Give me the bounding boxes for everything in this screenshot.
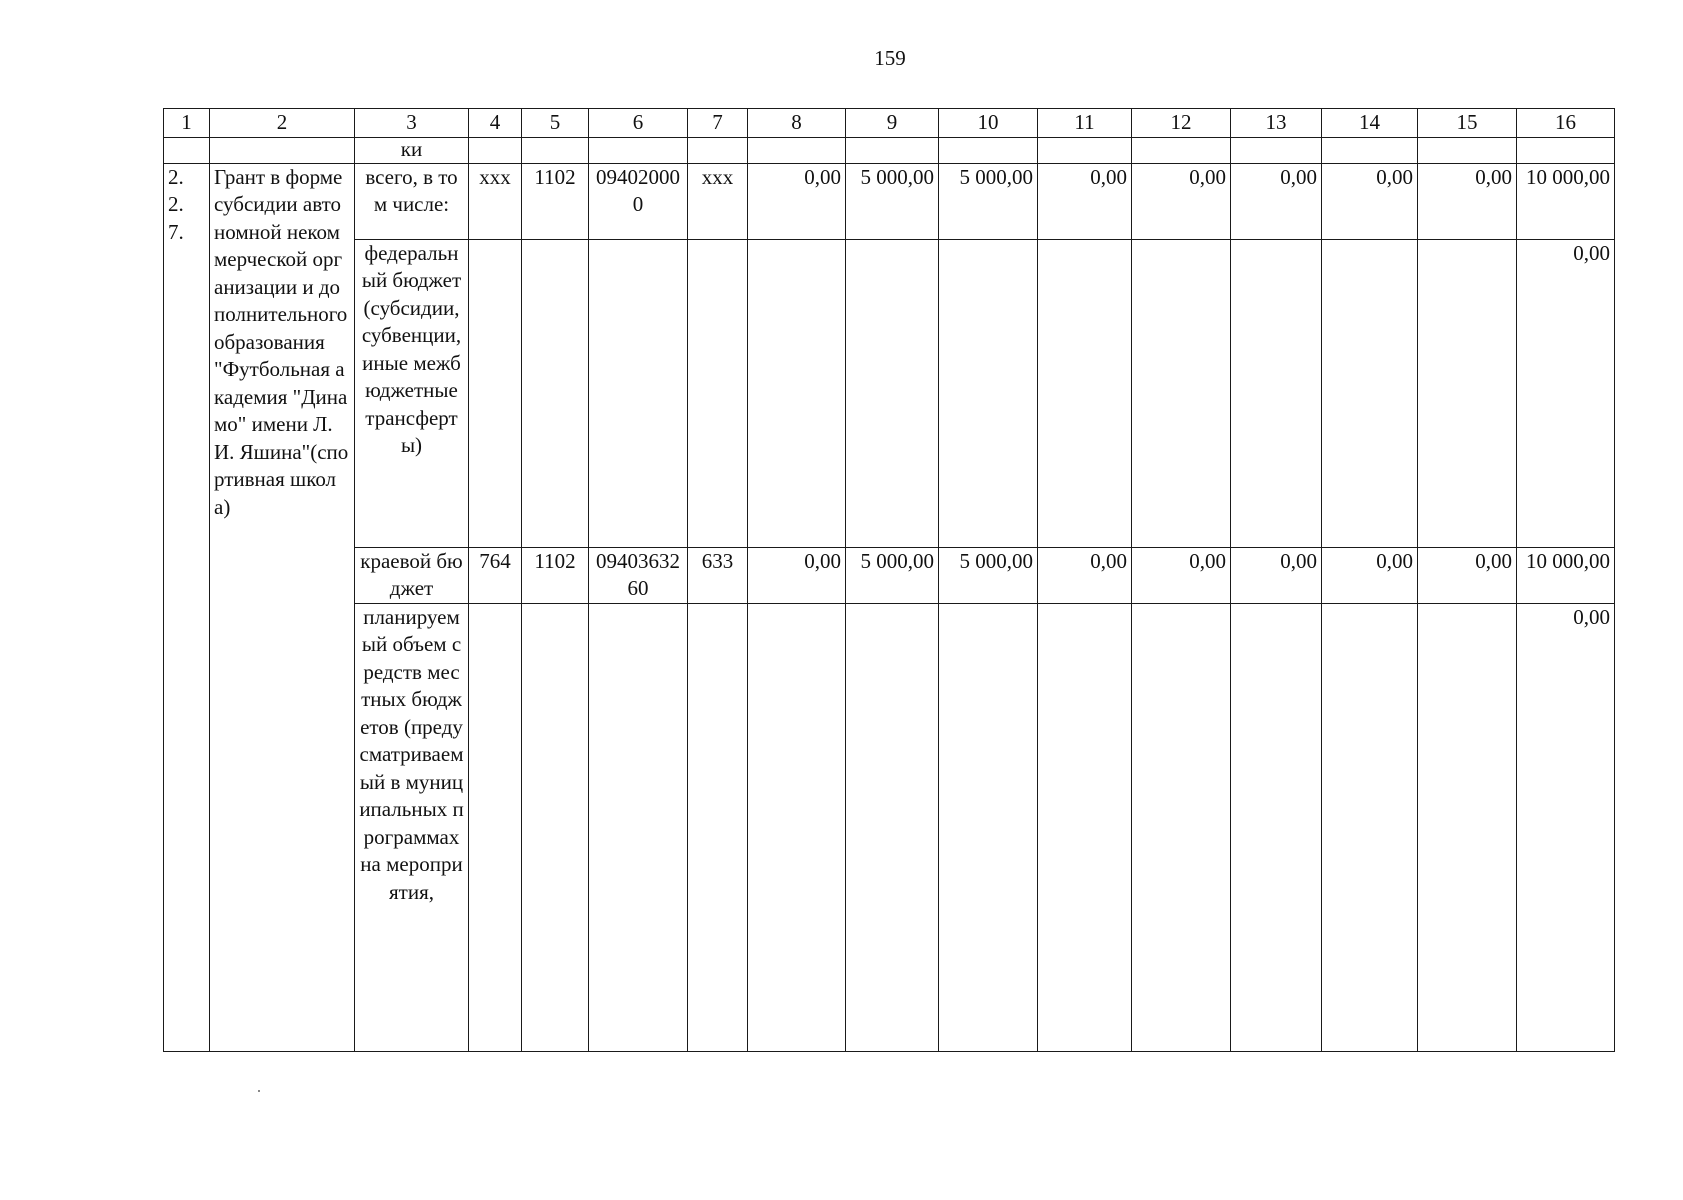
cell-col6: 094020000 — [589, 163, 688, 239]
column-header: 4 — [469, 109, 522, 138]
column-header: 1 — [164, 109, 210, 138]
column-header: 10 — [939, 109, 1038, 138]
cell-col12: 0,00 — [1132, 547, 1231, 603]
cell-col8: 0,00 — [748, 547, 846, 603]
cell-col15: 0,00 — [1418, 163, 1517, 239]
column-header: 9 — [846, 109, 939, 138]
cell-col8: 0,00 — [748, 163, 846, 239]
cell-col14: 0,00 — [1322, 547, 1418, 603]
cell-col14: 0,00 — [1322, 163, 1418, 239]
column-header: 7 — [688, 109, 748, 138]
source-cell: краевой бюджет — [355, 547, 469, 603]
item-name: Грант в форме субсидии автономной некоммерческой организации и дополнительного образования "Футбольная академия "Динамо" имени Л.И. Яшина"(спортивная школа) — [210, 163, 355, 1051]
cell-col7: 633 — [688, 547, 748, 603]
column-header: 5 — [522, 109, 589, 138]
cell-col11: 0,00 — [1038, 547, 1132, 603]
table-row — [164, 163, 1615, 239]
cell-col11: 0,00 — [1038, 163, 1132, 239]
cell-col4: ххх — [469, 163, 522, 239]
cell-col9: 5 000,00 — [846, 163, 939, 239]
table-row — [164, 239, 1615, 547]
column-number-header-row — [164, 109, 1615, 138]
source-cell: планируемый объем средств местных бюджетов (предусматриваемый в муниципальных программах на мероприятия, — [355, 603, 469, 1051]
table-row — [164, 547, 1615, 603]
column-header: 12 — [1132, 109, 1231, 138]
cell-col10: 5 000,00 — [939, 547, 1038, 603]
cell-col9: 5 000,00 — [846, 547, 939, 603]
cell-col7: ххх — [688, 163, 748, 239]
cell-col15: 0,00 — [1418, 547, 1517, 603]
cell-col13: 0,00 — [1231, 163, 1322, 239]
column-header: 16 — [1517, 109, 1615, 138]
cell-col16: 0,00 — [1517, 239, 1615, 547]
column-header: 14 — [1322, 109, 1418, 138]
column-header: 13 — [1231, 109, 1322, 138]
cell-col12: 0,00 — [1132, 163, 1231, 239]
cell-col10: 5 000,00 — [939, 163, 1038, 239]
budget-table — [163, 108, 1615, 1052]
scan-speck — [258, 1090, 260, 1092]
cell-col16: 0,00 — [1517, 603, 1615, 1051]
cell-col16: 10 000,00 — [1517, 547, 1615, 603]
cell-col5: 1102 — [522, 547, 589, 603]
source-cell: всего, в том числе: — [355, 163, 469, 239]
cell-col13: 0,00 — [1231, 547, 1322, 603]
cell-col16: 10 000,00 — [1517, 163, 1615, 239]
column-header: 6 — [589, 109, 688, 138]
column-header: 8 — [748, 109, 846, 138]
continuation-text: ки — [355, 137, 469, 163]
column-header: 3 — [355, 109, 469, 138]
continuation-row — [164, 137, 1615, 163]
item-number: 2. 2. 7. — [164, 163, 210, 1051]
column-header: 11 — [1038, 109, 1132, 138]
cell-col4: 764 — [469, 547, 522, 603]
column-header: 15 — [1418, 109, 1517, 138]
page-number: 159 — [874, 46, 906, 70]
column-header: 2 — [210, 109, 355, 138]
cell-col6: 0940363260 — [589, 547, 688, 603]
cell-col5: 1102 — [522, 163, 589, 239]
table-row — [164, 603, 1615, 1051]
source-cell: федеральный бюджет (субсидии, субвенции, иные межбюджетные трансферты) — [355, 239, 469, 547]
